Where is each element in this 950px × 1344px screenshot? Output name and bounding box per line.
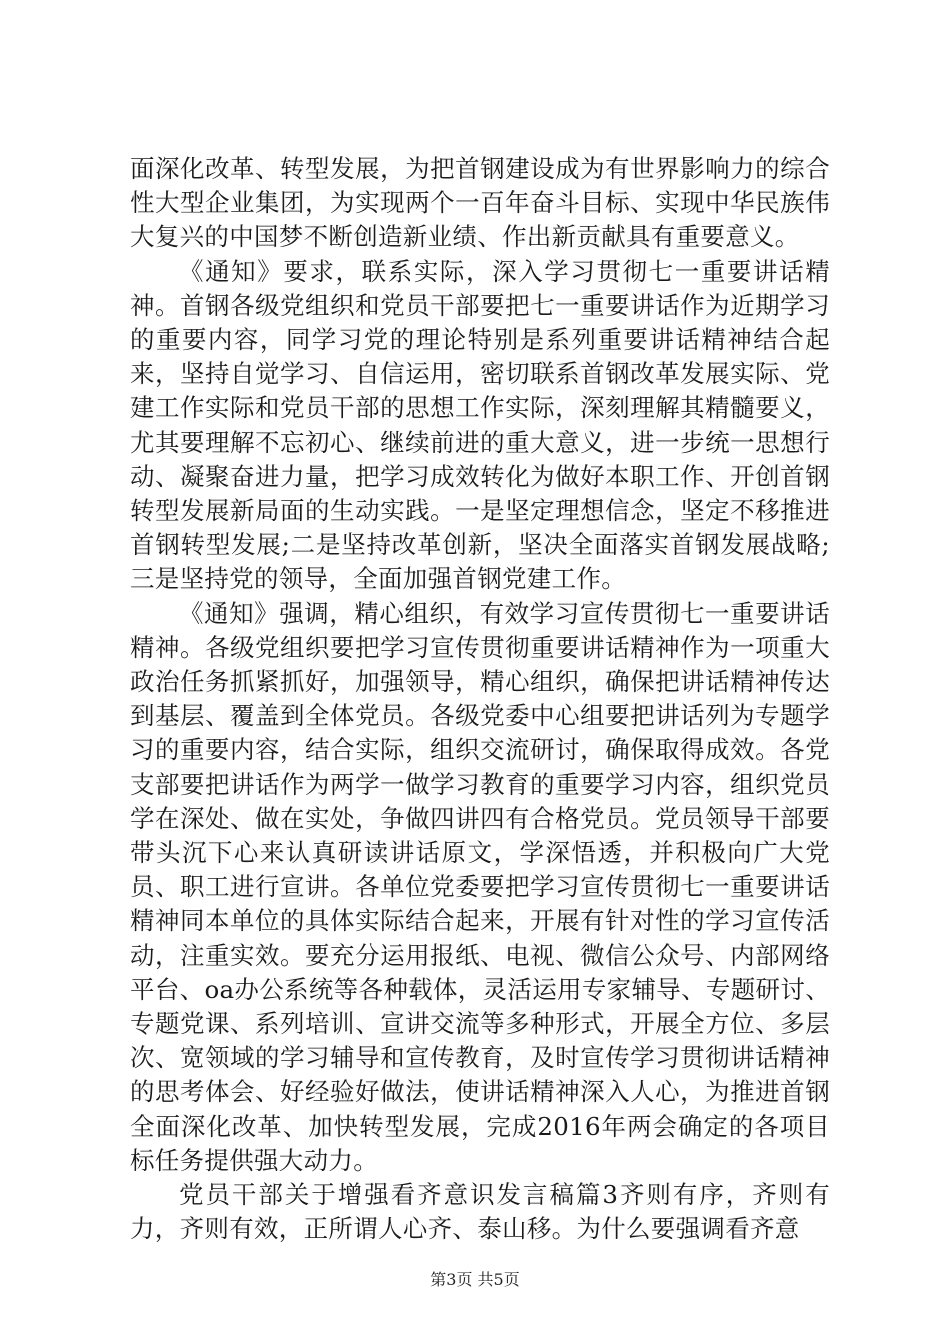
paragraph-1: 面深化改革、转型发展，为把首钢建设成为有世界影响力的综合性大型企业集团，为实现两个一百年奋斗目标、实现中华民族伟大复兴的中国梦不断创造新业绩、作出新贡献具有重要意义。 (130, 154, 830, 252)
paragraph-2: 《通知》要求，联系实际，深入学习贯彻七一重要讲话精神。首钢各级党组织和党员干部要把七一重要讲话作为近期学习的重要内容，同学习党的理论特别是系列重要讲话精神结合起来，坚持自觉学习、自信运用，密切联系首钢改革发展实际、党建工作实际和党员干部的思想工作实际，深刻理解其精髓要义，尤其要理解不忘初心、继续前进的重大意义，进一步统一思想行动、凝聚奋进力量，把学习成效转化为做好本职工作、开创首钢转型发展新局面的生动实践。一是坚定理想信念，坚定不移推进首钢转型发展;二是坚持改革创新，坚决全面落实首钢发展战略;三是坚持党的领导，全面加强首钢党建工作。 (130, 256, 830, 594)
page-footer: 第3页 共5页 (430, 1270, 520, 1289)
paragraph-3: 《通知》强调，精心组织，有效学习宣传贯彻七一重要讲话精神。各级党组织要把学习宣传贯彻重要讲话精神作为一项重大政治任务抓紧抓好，加强领导，精心组织，确保把讲话精神传达到基层、覆盖到全体党员。各级党委中心组要把讲话列为专题学习的重要内容，结合实际，组织交流研讨，确保取得成效。各党支部要把讲话作为两学一做学习教育的重要学习内容，组织党员学在深处、做在实处，争做四讲四有合格党员。党员领导干部要带头沉下心来认真研读讲话原文，学深悟透，并积极向广大党员、职工进行宣讲。各单位党委要把学习宣传贯彻七一重要讲话精神同本单位的具体实际结合起来，开展有针对性的学习宣传活动，注重实效。要充分运用报纸、电视、微信公众号、内部网络平台、oa办公系统等各种载体，灵活运用专家辅导、专题研讨、专题党课、系列培训、宣讲交流等多种形式，开展全方位、多层次、宽领域的学习辅导和宣传教育，及时宣传学习贯彻讲话精神的思考体会、好经验好做法，使讲话精神深入人心，为推进首钢全面深化改革、加快转型发展，完成2016年两会确定的各项目标任务提供强大动力。 (130, 598, 830, 1175)
paragraph-4: 党员干部关于增强看齐意识发言稿篇3齐则有序，齐则有力，齐则有效，正所谓人心齐、泰山移。为什么要强调看齐意 (130, 1180, 830, 1244)
document-body (130, 152, 830, 1247)
